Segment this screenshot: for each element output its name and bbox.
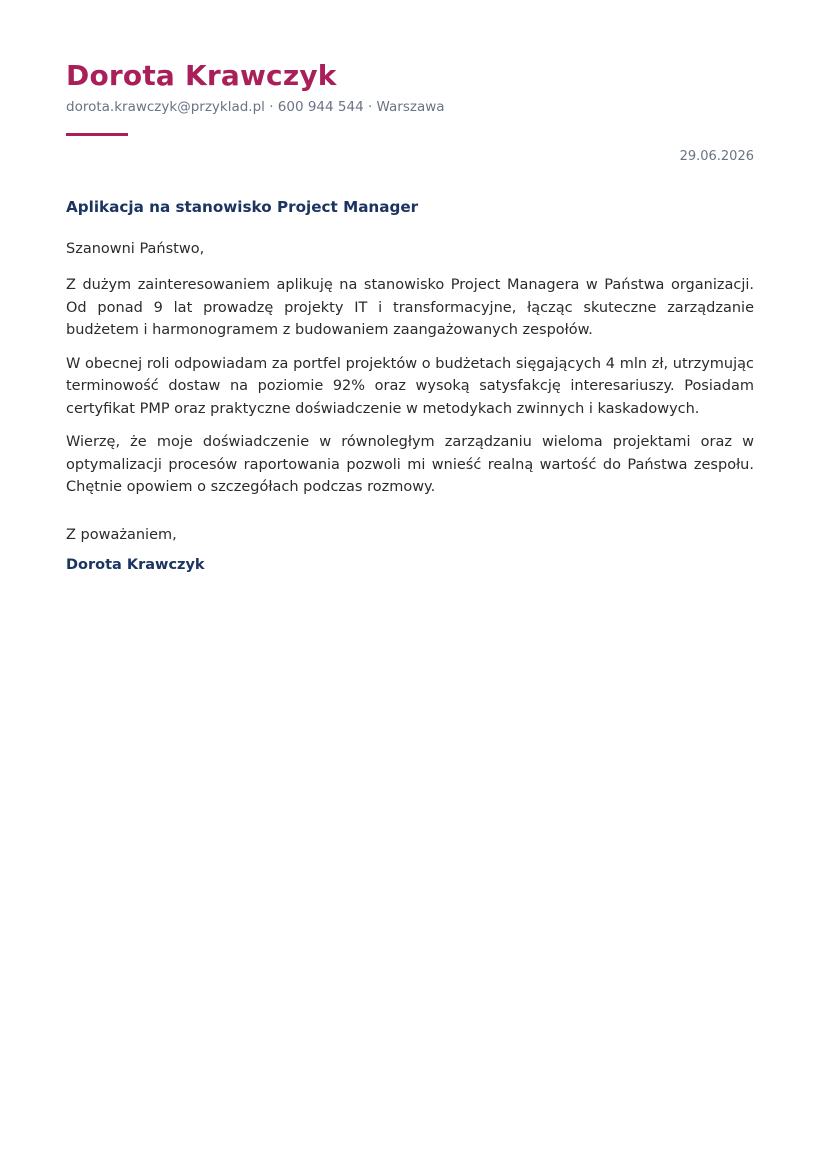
body-paragraph-3: Wierzę, że moje doświadczenie w równoległym zarządzaniu wieloma projektami oraz w optymalizacji procesów raportowania pozwoli mi wnieść realną wartość do Państwa zespołu. Chętnie opowiem o szczegółach podczas rozmowy. xyxy=(66,434,754,495)
letter-greeting: Szanowni Państwo, xyxy=(66,241,205,257)
sender-name: Dorota Krawczyk xyxy=(66,59,337,92)
body-paragraph-2: W obecnej roli odpowiadam za portfel projektów o budżetach sięgających 4 mln zł, utrzymując terminowość dostaw na poziomie 92% oraz wysoką satysfakcję interesariuszy. Posiadam certyfikat PMP oraz praktyczne doświadczenie w metodykach zwinnych i kaskadowych. xyxy=(66,355,754,417)
letter-subject: Aplikacja na stanowisko Project Manager xyxy=(66,198,419,216)
body-paragraph-1: Z dużym zainteresowaniem aplikuję na stanowisko Project Managera w Państwa organizacji. Od ponad 9 lat prowadzę projekty IT i transformacyjne, łącząc skuteczne zarządzanie budżetem i harmonogramem z budowaniem zaangażowanych zespołów. xyxy=(66,277,754,338)
letter-date: 29.06.2026 xyxy=(679,149,754,164)
sender-contact: dorota.krawczyk@przyklad.pl · 600 944 544 · Warszawa xyxy=(66,99,445,115)
letter-closing: Z poważaniem, xyxy=(66,526,177,543)
accent-divider xyxy=(66,133,128,136)
letter-signature: Dorota Krawczyk xyxy=(66,556,205,573)
